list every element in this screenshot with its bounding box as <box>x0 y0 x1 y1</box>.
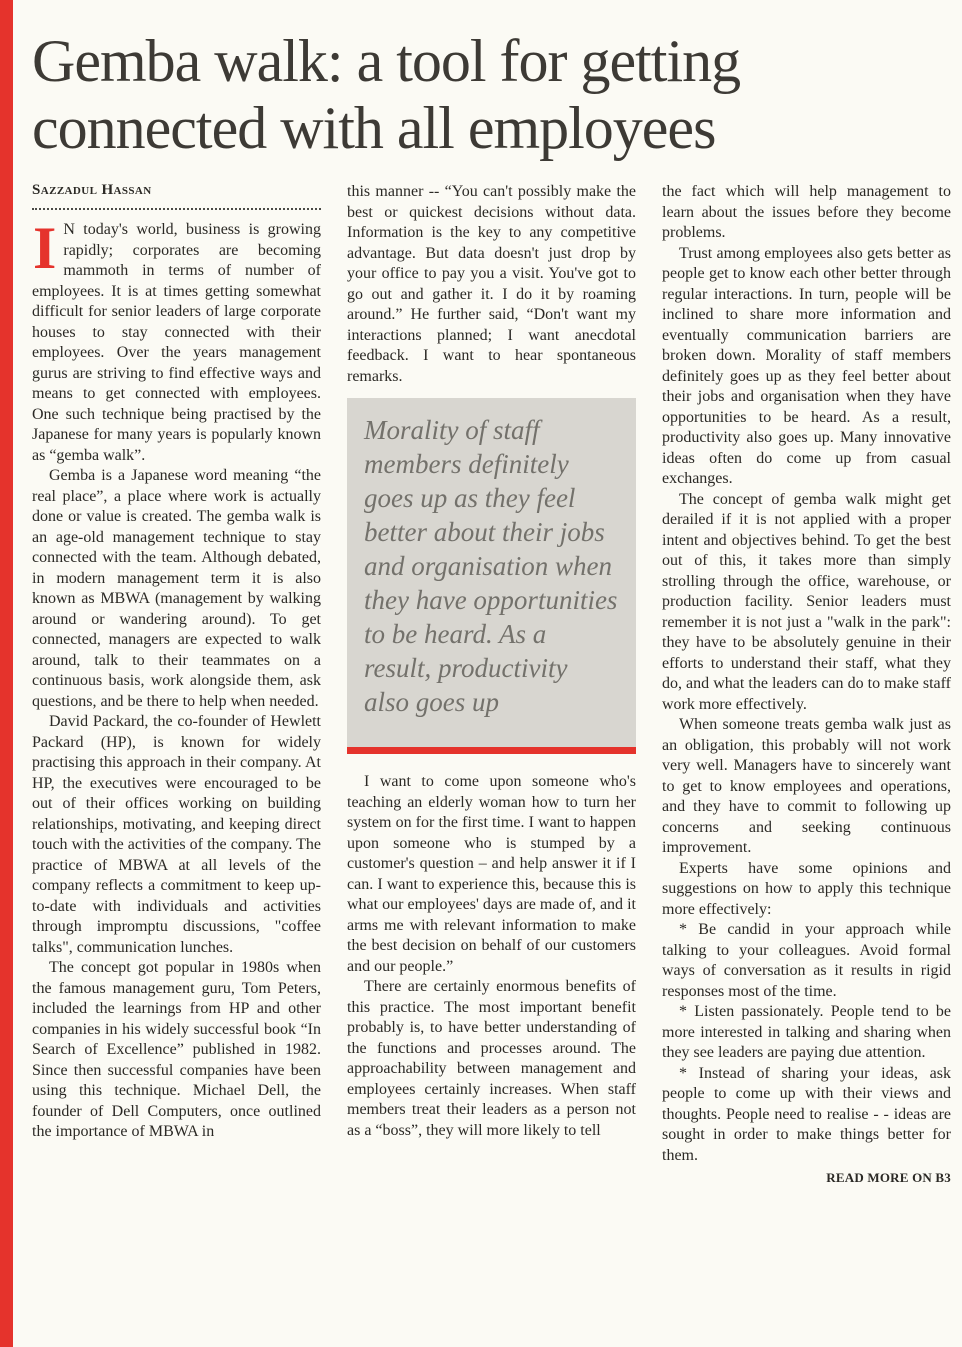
paragraph: There are certainly enormous benefits of this practice. The most important benefit probably is, to have better understanding of the functions and processes around. The approachability between management and employees certainly increases. When staff members treat their leaders as a person not as a “boss”, they will more likely to tell <box>347 978 636 1139</box>
article-page <box>32 28 951 1186</box>
paragraph: David Packard, the co-founder of Hewlett Packard (HP), is known for widely practising this approach in their company. At HP, the executives were encouraged to be out of their offices working on building relationships, motivating, and keeping direct touch with the activities of the company. The practice of MBWA at all levels of the company reflects a commitment to keep up-to-date with individuals and activities through impromptu discussions, "coffee talks", communication lunches. <box>32 713 321 956</box>
bullet-paragraph: * Listen passionately. People tend to be more interested in talking and sharing when they see leaders are paying due attention. <box>662 1003 951 1062</box>
article-columns <box>32 182 951 1186</box>
pull-quote-text: Morality of staff members definitely goes up as they feel better about their jobs and organisation when they have opportunities to be heard. As a result, productivity also goes up <box>364 415 618 718</box>
paragraph: When someone treats gemba walk just as an obligation, this probably will not work very well. Managers have to sincerely want to get to know employees and operations, and they have to commit to following up concerns and seeking continuous improvement. <box>662 716 951 857</box>
paragraph: Gemba is a Japanese word meaning “the real place”, a place where work is actually done or value is created. The gemba walk is an age-old management technique to stay connected with the team. Although debated, in modern management term it is also known as MBWA (management by walking around or wandering around). To get connected, managers are expected to walk around, talk to their teammates on a continuous basis, work alongside them, ask questions, and be there to help when needed. <box>32 467 321 710</box>
paragraph: The concept got popular in 1980s when the famous management guru, Tom Peters, included the learnings from HP and other companies in his widely successful book “In Search of Excellence” published in 1982. Since then successful companies have been using this technique. Michael Dell, the founder of Dell Computers, once outlined the importance of MBWA in <box>32 959 321 1141</box>
bullet-paragraph: * Instead of sharing your ideas, ask people to come up with their views and thoughts. People need to realise - - ideas are sought in order to make things better for them. <box>662 1064 951 1164</box>
paragraph-lead <box>32 215 321 466</box>
paragraph: I want to come upon someone who's teaching an elderly woman how to turn her system on for the first time. I want to happen upon someone who is stumped by a customer's question – and help answer it if I can. I want to experience this, because this is what our employees' days are made of, and it arms me with relevant information to make the best decision on behalf of our customers and our people.” <box>347 773 636 975</box>
paragraph-text: N today's world, business is growing rapidly; corporates are becoming mammoth in terms of number of employees. It is at times getting somewhat difficult for senior leaders of large corporate houses to stay connected with their employees. Over the years management gurus are striving to find effective ways and means to get connected with employees. One such technique being practised by the Japanese for many years is popularly known as “gemba walk”. <box>32 221 321 464</box>
byline-divider <box>32 208 321 210</box>
byline: Sazzadul Hassan <box>32 182 152 199</box>
paragraph: The concept of gemba walk might get derailed if it is not applied with a proper intent and objectives behind. To get the best out of this, it takes more than simply strolling through the office, warehouse, or production facility. Senior leaders must remember it is not just a "walk in the park": they have to be absolutely genuine in their efforts to understand their staff, what they do, and what the leaders can do to make staff work more effectively. <box>662 490 951 713</box>
paragraph: the fact which will help management to learn about the issues before they become problems. <box>662 183 951 242</box>
paragraph: this manner -- “You can't possibly make the best or quickest decisions without data. Information is the key to any competitive advantage. But data doesn't just drop by your office to pay you a visit. You've got to go out and gather it. I do it by roaming around.” He further said, “Don't want my interactions planned; I want anecdotal feedback. I want to hear spontaneous remarks. <box>347 183 636 385</box>
column-3 <box>662 182 951 1186</box>
paragraph: Experts have some opinions and suggestions on how to apply this technique more effectively: <box>662 859 951 918</box>
pull-quote-rule <box>347 747 636 754</box>
headline: Gemba walk: a tool for getting connected with all employees <box>32 28 741 162</box>
paragraph: Trust among employees also gets better as people get to know each other better through regular interactions. In turn, people will be inclined to share more information and eventually communication barriers are broken down. Morality of staff members definitely goes up as they feel better about their jobs and organisation when they have opportunities to be heard. As a result, productivity also goes up. Many innovative ideas often do come up from casual exchanges. <box>662 244 951 488</box>
drop-cap: I <box>33 215 57 282</box>
pull-quote <box>347 398 636 747</box>
bullet-paragraph: * Be candid in your approach while talking to your colleagues. Avoid formal ways of conversation as it results in rigid responses most of the time. <box>662 921 951 1000</box>
page-accent-strip <box>0 0 13 1347</box>
column-2 <box>347 182 636 1141</box>
column-1 <box>32 182 321 1143</box>
read-more-pointer: READ MORE ON B3 <box>826 1170 951 1186</box>
